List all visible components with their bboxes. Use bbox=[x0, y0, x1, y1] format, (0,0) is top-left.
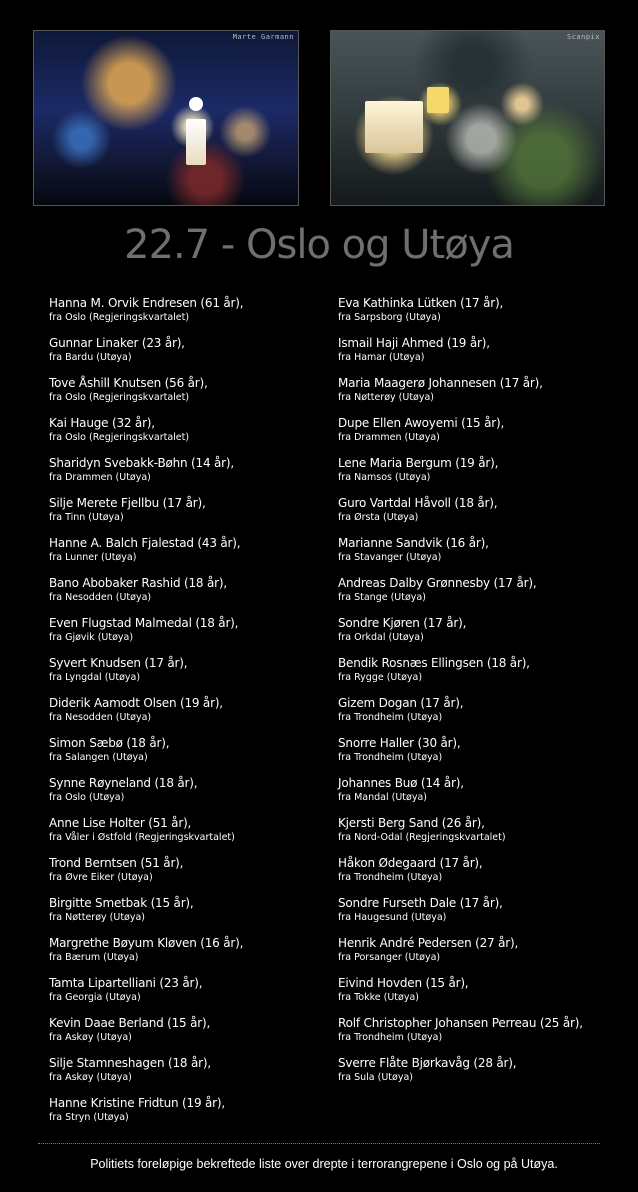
footer-divider bbox=[38, 1143, 600, 1144]
list-item bbox=[49, 656, 243, 696]
victim-name: Marianne Sandvik (16 år), bbox=[338, 536, 489, 550]
victim-origin: fra Bardu (Utøya) bbox=[49, 352, 132, 363]
list-item bbox=[49, 416, 243, 456]
victim-name: Silje Merete Fjellbu (17 år), bbox=[49, 496, 206, 510]
victim-name: Syvert Knudsen (17 år), bbox=[49, 656, 188, 670]
victim-origin: fra Nøtterøy (Utøya) bbox=[49, 912, 146, 923]
victim-origin: fra Oslo (Regjeringskvartalet) bbox=[49, 392, 190, 403]
victim-origin: fra Salangen (Utøya) bbox=[49, 752, 148, 763]
victim-name: Håkon Ødegaard (17 år), bbox=[338, 856, 483, 870]
victim-name: Sharidyn Svebakk-Bøhn (14 år), bbox=[49, 456, 235, 470]
victim-origin: fra Oslo (Regjeringskvartalet) bbox=[49, 432, 190, 443]
victim-origin: fra Trondheim (Utøya) bbox=[338, 1032, 443, 1043]
list-item bbox=[49, 1016, 243, 1056]
victim-origin: fra Lyngdal (Utøya) bbox=[49, 672, 141, 683]
victim-name: Lene Maria Bergum (19 år), bbox=[338, 456, 499, 470]
victim-name: Kevin Daae Berland (15 år), bbox=[49, 1016, 211, 1030]
victim-name: Snorre Haller (30 år), bbox=[338, 736, 461, 750]
victim-name: Tamta Lipartelliani (23 år), bbox=[49, 976, 203, 990]
victim-origin: fra Nøtterøy (Utøya) bbox=[338, 392, 435, 403]
list-item bbox=[49, 456, 243, 496]
list-item bbox=[49, 696, 243, 736]
victim-name: Synne Røyneland (18 år), bbox=[49, 776, 198, 790]
victim-name: Trond Berntsen (51 år), bbox=[49, 856, 184, 870]
list-item bbox=[338, 576, 583, 616]
victim-name: Dupe Ellen Awoyemi (15 år), bbox=[338, 416, 505, 430]
victim-origin: fra Trondheim (Utøya) bbox=[338, 712, 443, 723]
candle-shape bbox=[365, 101, 423, 153]
list-item bbox=[338, 456, 583, 496]
list-item bbox=[338, 976, 583, 1016]
list-item bbox=[49, 976, 243, 1016]
list-item bbox=[338, 696, 583, 736]
list-item bbox=[49, 816, 243, 856]
victims-list-left bbox=[49, 296, 243, 1136]
page-title: 22.7 - Oslo og Utøya bbox=[124, 222, 514, 268]
victim-name: Sondre Kjøren (17 år), bbox=[338, 616, 467, 630]
list-item bbox=[49, 376, 243, 416]
victim-origin: fra Rygge (Utøya) bbox=[338, 672, 423, 683]
victim-origin: fra Georgia (Utøya) bbox=[49, 992, 141, 1003]
list-item bbox=[49, 576, 243, 616]
victim-origin: fra Sula (Utøya) bbox=[338, 1072, 413, 1083]
victim-origin: fra Stange (Utøya) bbox=[338, 592, 426, 603]
victim-origin: fra Tinn (Utøya) bbox=[49, 512, 124, 523]
victim-name: Birgitte Smetbak (15 år), bbox=[49, 896, 194, 910]
victim-name: Henrik André Pedersen (27 år), bbox=[338, 936, 519, 950]
victim-origin: fra Porsanger (Utøya) bbox=[338, 952, 441, 963]
victim-name: Sondre Furseth Dale (17 år), bbox=[338, 896, 503, 910]
victim-name: Bendik Rosnæs Ellingsen (18 år), bbox=[338, 656, 530, 670]
list-item bbox=[49, 936, 243, 976]
victim-origin: fra Sarpsborg (Utøya) bbox=[338, 312, 441, 323]
victim-origin: fra Hamar (Utøya) bbox=[338, 352, 425, 363]
victim-name: Hanne Kristine Fridtun (19 år), bbox=[49, 1096, 226, 1110]
victim-origin: fra Trondheim (Utøya) bbox=[338, 872, 443, 883]
list-item bbox=[338, 296, 583, 336]
victim-name: Gizem Dogan (17 år), bbox=[338, 696, 464, 710]
victim-name: Bano Abobaker Rashid (18 år), bbox=[49, 576, 227, 590]
victim-name: Hanna M. Orvik Endresen (61 år), bbox=[49, 296, 244, 310]
victim-origin: fra Øvre Eiker (Utøya) bbox=[49, 872, 153, 883]
list-item bbox=[49, 336, 243, 376]
victim-origin: fra Gjøvik (Utøya) bbox=[49, 632, 134, 643]
victim-name: Maria Maagerø Johannesen (17 år), bbox=[338, 376, 543, 390]
victim-origin: fra Stavanger (Utøya) bbox=[338, 552, 442, 563]
list-item bbox=[338, 856, 583, 896]
victim-origin: fra Oslo (Utøya) bbox=[49, 792, 125, 803]
victim-name: Eivind Hovden (15 år), bbox=[338, 976, 469, 990]
victim-name: Hanne A. Balch Fjalestad (43 år), bbox=[49, 536, 241, 550]
list-item bbox=[338, 376, 583, 416]
photo-credit-left: Marte Garmann bbox=[232, 33, 294, 41]
victim-origin: fra Trondheim (Utøya) bbox=[338, 752, 443, 763]
victim-origin: fra Nesodden (Utøya) bbox=[49, 592, 152, 603]
victim-name: Rolf Christopher Johansen Perreau (25 år), bbox=[338, 1016, 583, 1030]
photo-credit-right: Scanpix bbox=[566, 33, 600, 41]
victim-name: Kjersti Berg Sand (26 år), bbox=[338, 816, 485, 830]
list-item bbox=[338, 776, 583, 816]
list-item bbox=[49, 496, 243, 536]
victim-origin: fra Oslo (Regjeringskvartalet) bbox=[49, 312, 190, 323]
victim-name: Even Flugstad Malmedal (18 år), bbox=[49, 616, 239, 630]
list-item bbox=[49, 1096, 243, 1136]
candle-shape bbox=[427, 87, 449, 113]
list-item bbox=[49, 536, 243, 576]
list-item bbox=[338, 1056, 583, 1096]
victim-name: Eva Kathinka Lütken (17 år), bbox=[338, 296, 504, 310]
list-item bbox=[338, 336, 583, 376]
list-item bbox=[49, 776, 243, 816]
victim-origin: fra Mandal (Utøya) bbox=[338, 792, 427, 803]
list-item bbox=[338, 736, 583, 776]
victim-name: Johannes Buø (14 år), bbox=[338, 776, 464, 790]
victim-name: Tove Åshill Knutsen (56 år), bbox=[49, 376, 208, 390]
list-item bbox=[49, 736, 243, 776]
list-item bbox=[338, 536, 583, 576]
victim-name: Ismail Haji Ahmed (19 år), bbox=[338, 336, 490, 350]
victim-name: Kai Hauge (32 år), bbox=[49, 416, 155, 430]
list-item bbox=[338, 816, 583, 856]
candle-glow bbox=[189, 97, 203, 111]
victim-origin: fra Askøy (Utøya) bbox=[49, 1072, 132, 1083]
victim-origin: fra Drammen (Utøya) bbox=[338, 432, 440, 443]
victim-name: Silje Stamneshagen (18 år), bbox=[49, 1056, 211, 1070]
victim-origin: fra Orkdal (Utøya) bbox=[338, 632, 424, 643]
list-item bbox=[338, 656, 583, 696]
victim-origin: fra Namsos (Utøya) bbox=[338, 472, 431, 483]
candle-shape bbox=[186, 119, 206, 165]
victim-origin: fra Haugesund (Utøya) bbox=[338, 912, 447, 923]
victim-origin: fra Tokke (Utøya) bbox=[338, 992, 419, 1003]
victim-origin: fra Drammen (Utøya) bbox=[49, 472, 151, 483]
list-item bbox=[49, 856, 243, 896]
victim-name: Sverre Flåte Bjørkavåg (28 år), bbox=[338, 1056, 517, 1070]
victim-origin: fra Stryn (Utøya) bbox=[49, 1112, 129, 1123]
victim-origin: fra Bærum (Utøya) bbox=[49, 952, 139, 963]
memorial-photo-right bbox=[330, 30, 605, 206]
list-item bbox=[338, 936, 583, 976]
memorial-photo-left bbox=[33, 30, 299, 206]
victim-origin: fra Ørsta (Utøya) bbox=[338, 512, 419, 523]
list-item bbox=[49, 616, 243, 656]
list-item bbox=[338, 1016, 583, 1056]
victim-origin: fra Lunner (Utøya) bbox=[49, 552, 137, 563]
list-item bbox=[338, 616, 583, 656]
list-item bbox=[49, 1056, 243, 1096]
list-item bbox=[338, 416, 583, 456]
victim-origin: fra Nesodden (Utøya) bbox=[49, 712, 152, 723]
victim-name: Andreas Dalby Grønnesby (17 år), bbox=[338, 576, 537, 590]
victim-origin: fra Våler i Østfold (Regjeringskvartalet) bbox=[49, 832, 235, 843]
victim-name: Gunnar Linaker (23 år), bbox=[49, 336, 185, 350]
footer-caption: Politiets foreløpige bekreftede liste over drepte i terrorangrepene i Oslo og på Utøya. bbox=[90, 1157, 558, 1171]
victim-name: Anne Lise Holter (51 år), bbox=[49, 816, 192, 830]
victim-origin: fra Askøy (Utøya) bbox=[49, 1032, 132, 1043]
list-item bbox=[338, 496, 583, 536]
list-item bbox=[338, 896, 583, 936]
victim-origin: fra Nord-Odal (Regjeringskvartalet) bbox=[338, 832, 506, 843]
victim-name: Guro Vartdal Håvoll (18 år), bbox=[338, 496, 498, 510]
victim-name: Diderik Aamodt Olsen (19 år), bbox=[49, 696, 223, 710]
list-item bbox=[49, 296, 243, 336]
victim-name: Simon Sæbø (18 år), bbox=[49, 736, 170, 750]
victim-name: Margrethe Bøyum Kløven (16 år), bbox=[49, 936, 244, 950]
victims-list-right bbox=[338, 296, 583, 1096]
list-item bbox=[49, 896, 243, 936]
